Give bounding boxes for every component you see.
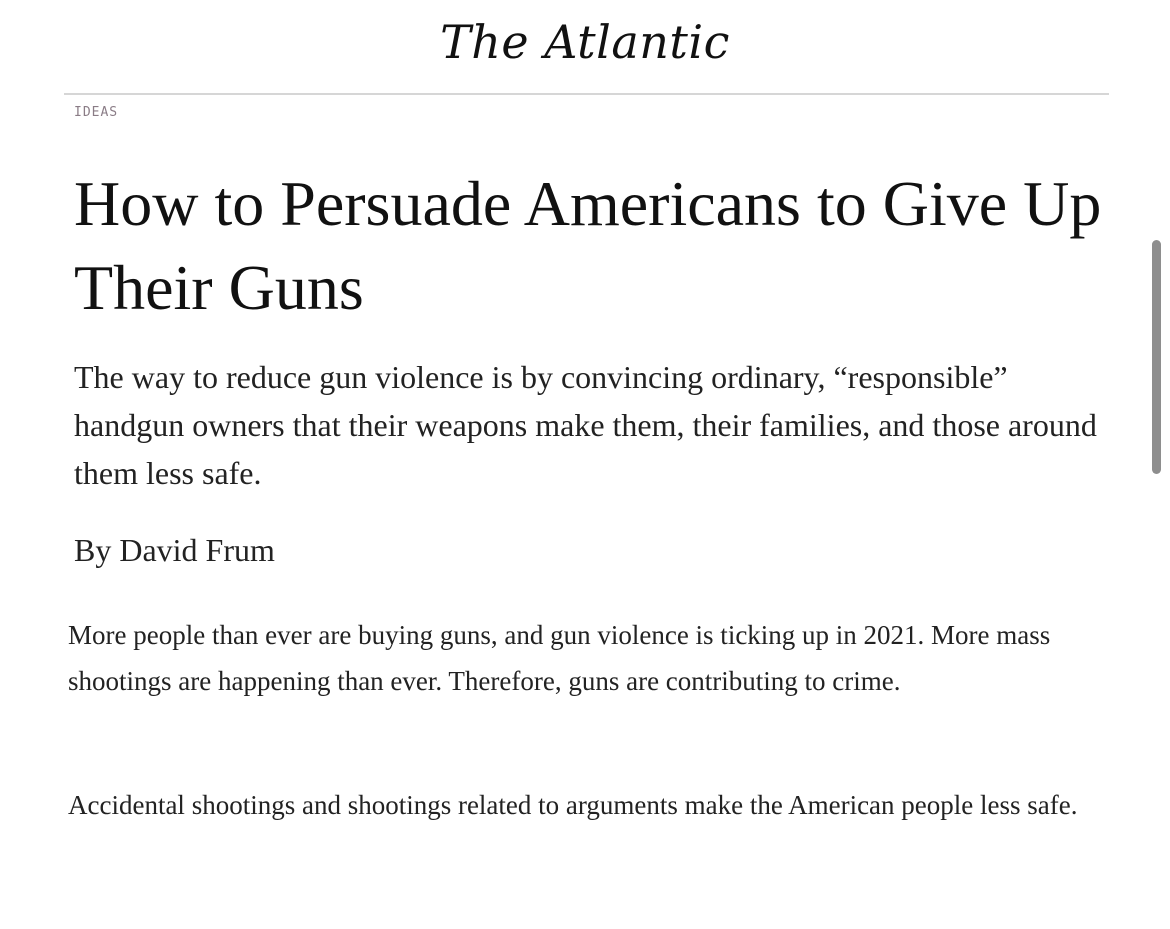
body-paragraph-2: Accidental shootings and shootings related to arguments make the American people less safe. (68, 790, 1078, 820)
masthead-logo[interactable]: The Atlantic (440, 15, 730, 69)
scrollbar-thumb[interactable] (1152, 240, 1161, 474)
body-paragraph-1: More people than ever are buying guns, and gun violence is ticking up in 2021. More mass shootings are happening than ever. Therefore, guns are contributing to crime. (68, 620, 1051, 696)
article-dek: The way to reduce gun violence is by convincing ordinary, “responsible” handgun owners that their weapons make them, their families, and those around them less safe. (74, 359, 1097, 491)
section-label[interactable]: IDEAS (74, 105, 119, 120)
masthead-divider (64, 93, 1109, 95)
article-byline: By David Frum (74, 532, 275, 568)
article-headline: How to Persuade Americans to Give Up Their Guns (74, 168, 1102, 323)
